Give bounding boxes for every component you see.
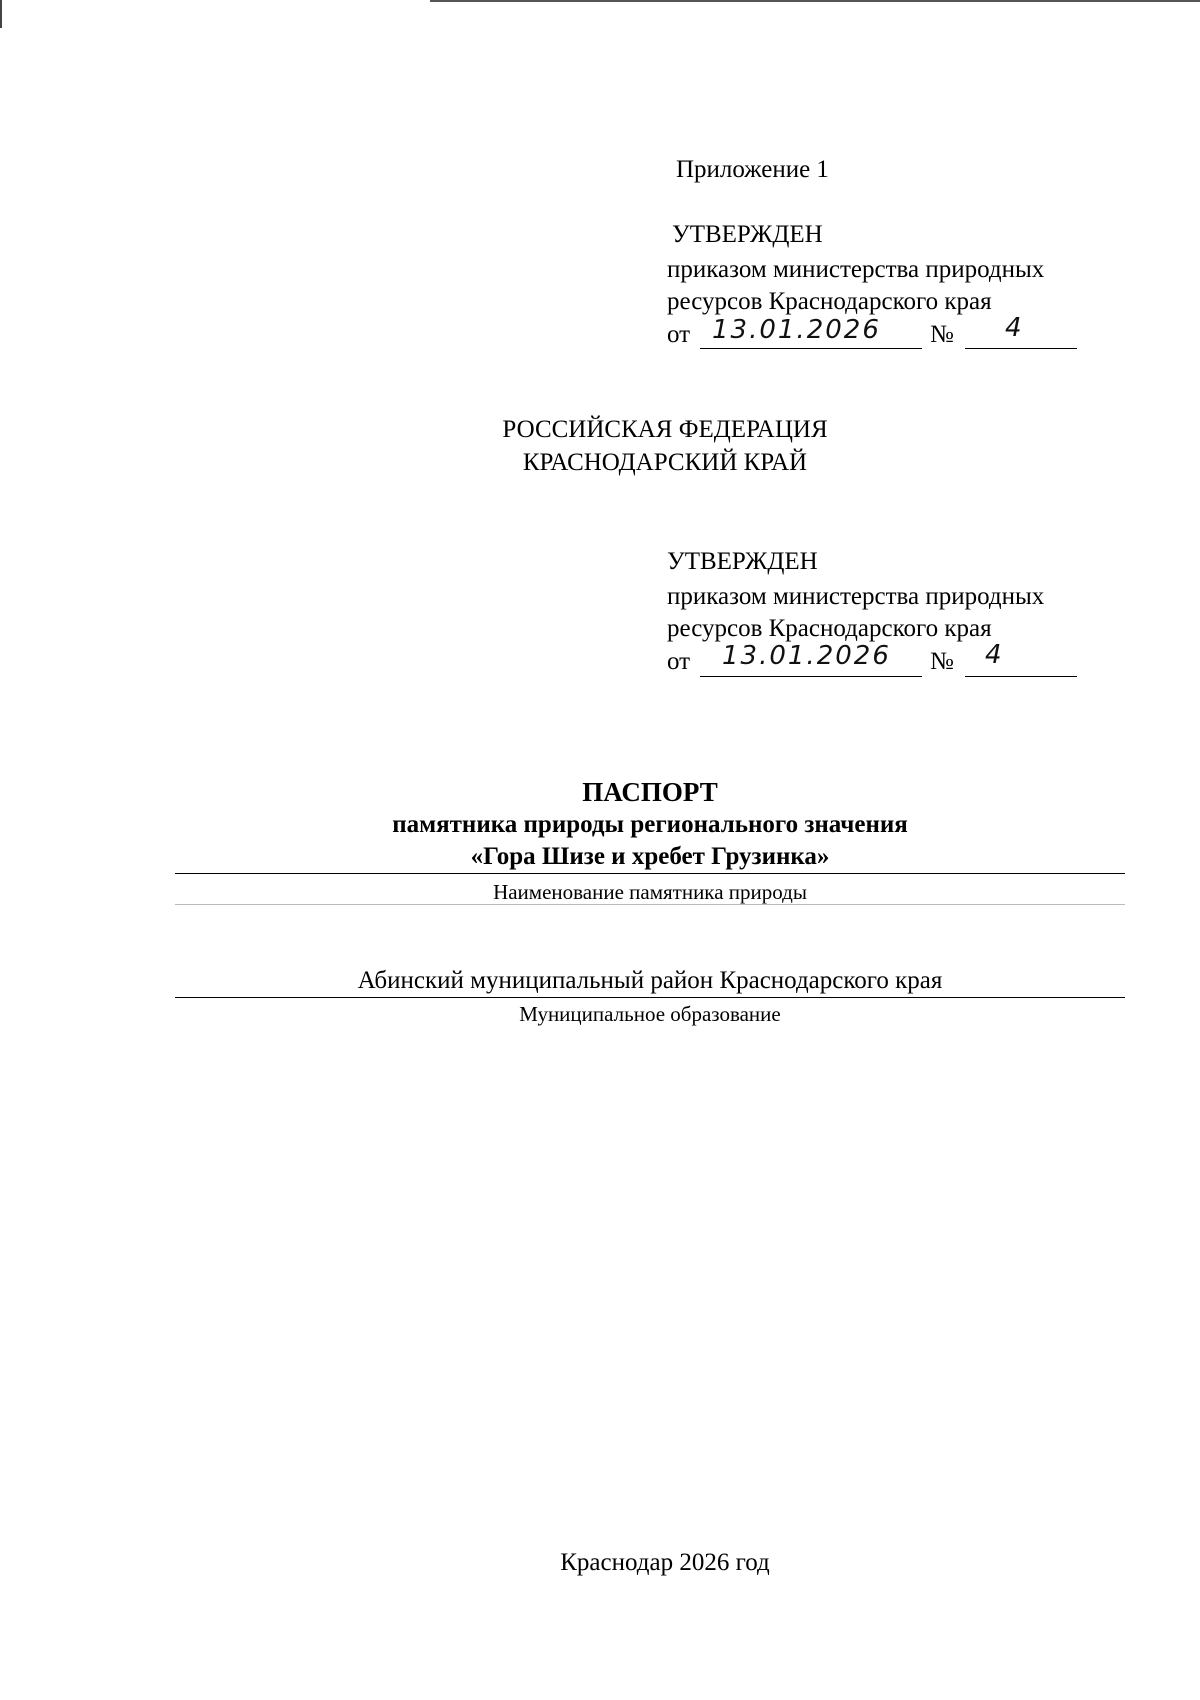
approval-from-label: от bbox=[667, 321, 691, 348]
approval-title: УТВЕРЖДЕН bbox=[672, 221, 823, 248]
name-underline bbox=[175, 843, 1125, 874]
approval-line1: приказом министерства природных bbox=[667, 256, 1045, 283]
monument-name: «Гора Шизе и хребет Грузинка» bbox=[470, 843, 830, 870]
municipality-underline bbox=[175, 966, 1125, 998]
approval-title: УТВЕРЖДЕН bbox=[667, 548, 818, 575]
municipality-caption: Муниципальное образование bbox=[519, 1002, 781, 1026]
handwritten-number: 4 bbox=[985, 640, 1004, 670]
approval-line2: ресурсов Краснодарского края bbox=[667, 615, 992, 642]
municipality-value: Абинский муниципальный район Краснодарского края bbox=[357, 967, 943, 994]
footer-city-year: Краснодар 2026 год bbox=[560, 1549, 770, 1576]
handwritten-date: 13.01.2026 bbox=[712, 315, 881, 345]
number-label: № bbox=[930, 648, 954, 675]
passport-title: ПАСПОРТ bbox=[582, 777, 718, 807]
handwritten-date: 13.01.2026 bbox=[722, 641, 891, 671]
scan-edge bbox=[0, 0, 2, 28]
appendix-label: Приложение 1 bbox=[676, 156, 829, 183]
passport-subtitle: памятника природы регионального значения bbox=[392, 811, 908, 838]
region-heading: КРАСНОДАРСКИЙ КРАЙ bbox=[522, 449, 808, 476]
divider bbox=[175, 904, 1125, 905]
approval-from-label: от bbox=[667, 648, 691, 675]
country-heading: РОССИЙСКАЯ ФЕДЕРАЦИЯ bbox=[502, 416, 828, 443]
handwritten-number: 4 bbox=[1005, 313, 1024, 343]
name-caption: Наименование памятника природы bbox=[493, 880, 807, 904]
number-field bbox=[965, 648, 1077, 677]
scan-edge bbox=[430, 0, 1200, 2]
number-label: № bbox=[930, 321, 954, 348]
approval-line1: приказом министерства природных bbox=[667, 583, 1045, 610]
approval-line2: ресурсов Краснодарского края bbox=[667, 288, 992, 315]
